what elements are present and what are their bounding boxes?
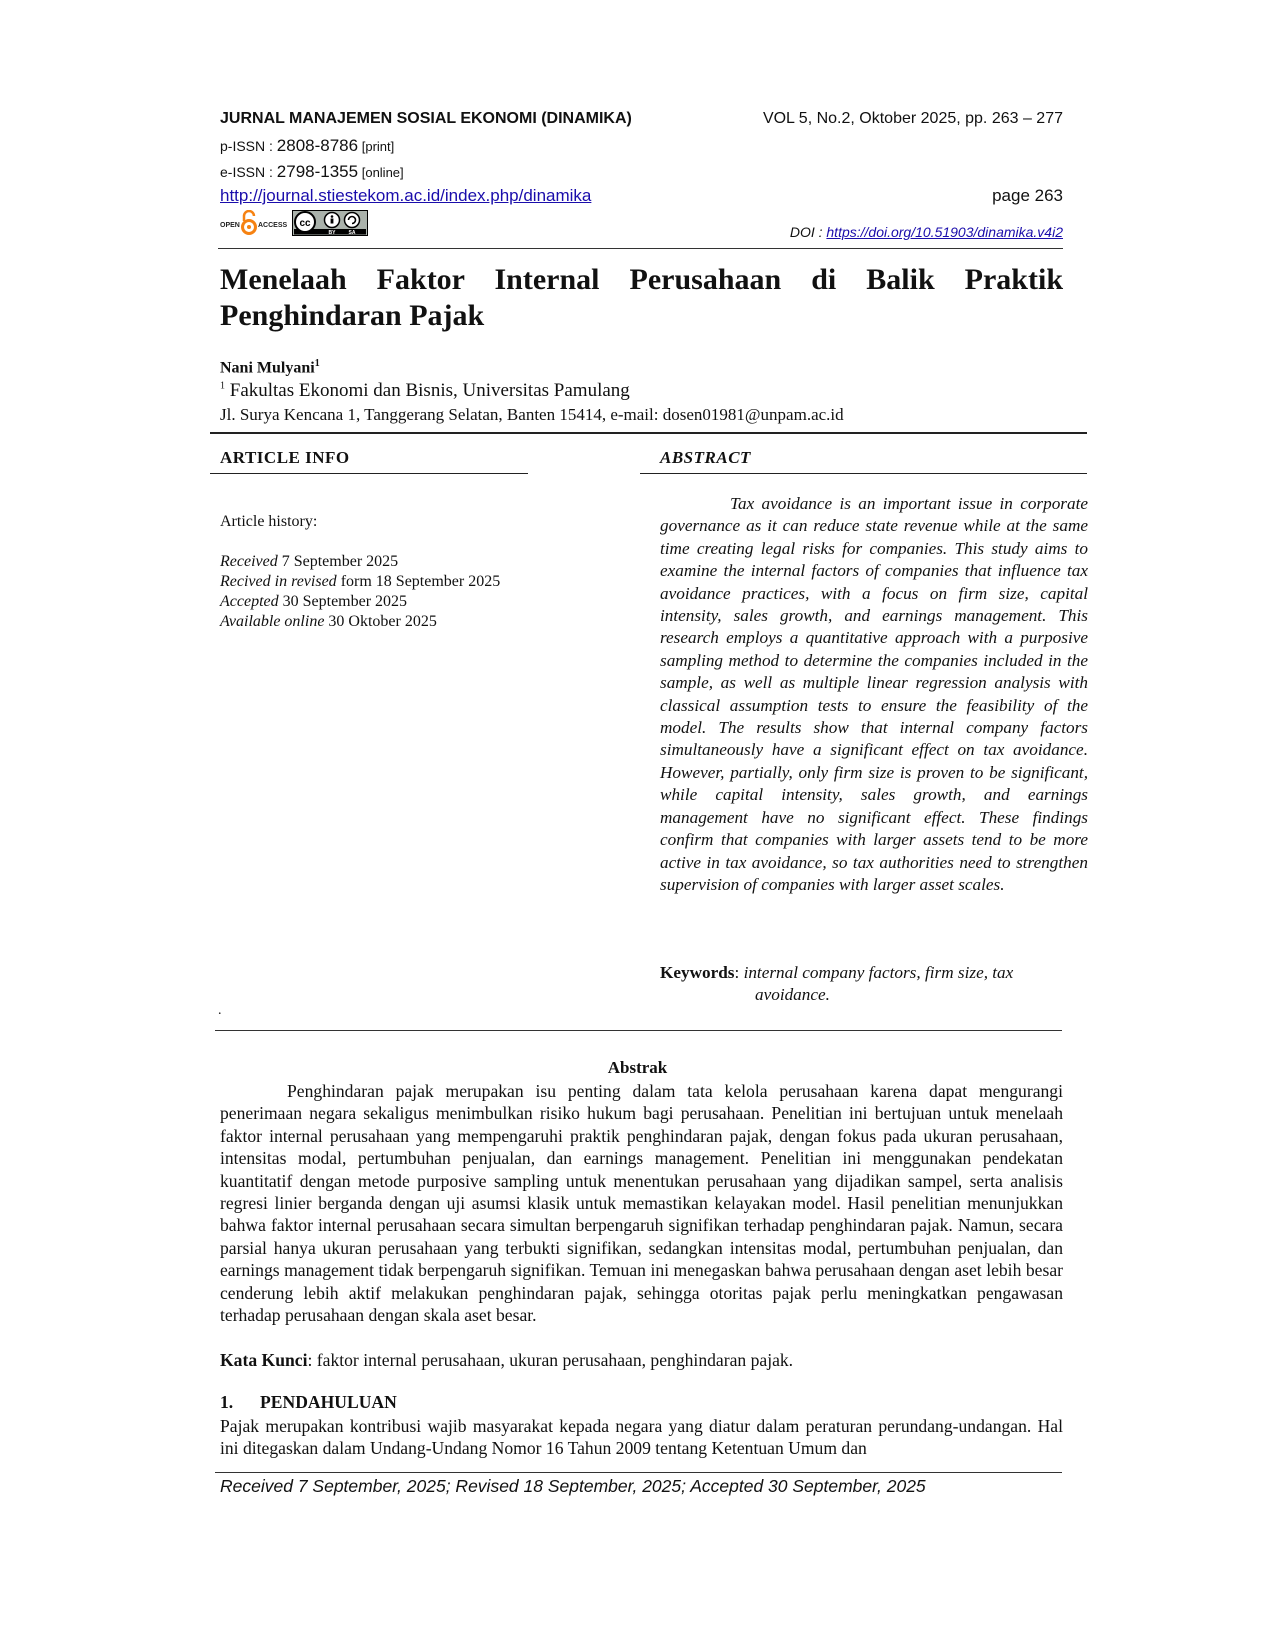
kata-kunci-label: Kata Kunci <box>220 1350 308 1370</box>
affiliation-text: Fakultas Ekonomi dan Bisnis, Universitas Pamulang <box>225 380 630 401</box>
history-online <box>220 613 437 631</box>
kata-kunci <box>220 1349 1063 1371</box>
open-access-badge <box>220 210 368 236</box>
kata-kunci-text: : faktor internal perusahaan, ukuran perusahaan, penghindaran pajak. <box>307 1350 794 1370</box>
section-title: PENDAHULUAN <box>260 1392 397 1412</box>
history-received <box>220 553 398 571</box>
author-name-text: Nani Mulyani <box>220 359 315 377</box>
cc-by-text: BY <box>328 230 336 236</box>
affiliation-superscript: 1 <box>220 380 225 392</box>
section-number: 1. <box>220 1392 234 1412</box>
doi-link[interactable]: https://doi.org/10.51903/dinamika.v4i2 <box>826 224 1063 240</box>
journal-url-link[interactable]: http://journal.stiestekom.ac.id/index.php/dinamika <box>220 186 592 205</box>
keywords-label: Keywords <box>660 963 735 982</box>
abstract-divider <box>640 473 1087 474</box>
history-label: Available online <box>220 613 325 630</box>
author-address: Jl. Surya Kencana 1, Tanggerang Selatan, Banten 15414, e-mail: dosen01981@unpam.ac.id <box>220 405 844 424</box>
history-value: 30 Oktober 2025 <box>324 613 437 630</box>
abstract-heading: ABSTRACT <box>660 448 751 467</box>
history-revised <box>220 573 500 591</box>
abstrak-body: Penghindaran pajak merupakan isu penting dalam tata kelola perusahaan karena dapat mengurangi penerimaan negara sekaligus menimbulkan risiko hukum bagi perusahaan. Penelitian ini bertujuan untuk menelaah faktor internal perusahaan yang mempengaruhi praktik penghindaran pajak, dengan fokus pada ukuran perusahaan, intensitas modal, pertumbuhan penjualan, dan earnings management. Penelitian ini menggunakan pendekatan kuantitatif dengan metode purposive sampling untuk menentukan perusahaan yang dijadikan sampel, serta analisis regresi linier berganda dengan uji asumsi klasik untuk memastikan kelayakan model. Hasil penelitian menunjukkan bahwa faktor internal perusahaan secara simultan berpengaruh signifikan terhadap penghindaran pajak. Namun, secara parsial hanya ukuran perusahaan yang terbukti signifikan, sedangkan intensitas modal, pertumbuhan penjualan, dan earnings management tidak berpengaruh signifikan. Temuan ini menegaskan bahwa perusahaan dengan aset lebih besar cenderung lebih aktif melakukan penghindaran pajak, sehingga otoritas pajak perlu meningkatkan pengawasan terhadap perusahaan dengan skala aset besar. <box>220 1081 1063 1326</box>
article-info-bottom-divider <box>215 1030 1062 1031</box>
page-number: page 263 <box>992 186 1063 205</box>
history-accepted <box>220 593 407 611</box>
pissn-label: p-ISSN : <box>220 138 277 154</box>
author-affiliation <box>220 380 630 402</box>
eissn-tag: [online] <box>358 165 404 180</box>
keywords-line-2: avoidance. <box>755 985 830 1005</box>
cc-sa-text: SA <box>348 230 356 236</box>
pissn <box>220 136 394 156</box>
header-divider <box>218 248 1063 249</box>
oa-open-text: OPEN <box>220 222 240 229</box>
section-body: Pajak merupakan kontribusi wajib masyarakat kepada negara yang diatur dalam peraturan perundang-undangan. Hal ini ditegaskan dalam Undang-Undang Nomor 16 Tahun 2009 tentang Ketentuan Umum dan <box>220 1416 1063 1459</box>
author-name <box>220 358 320 377</box>
affiliation-divider <box>210 432 1087 434</box>
pissn-number: 2808-8786 <box>276 136 359 155</box>
history-label: Received <box>220 553 278 570</box>
section-heading <box>220 1392 397 1413</box>
doi-label: DOI : <box>789 224 827 240</box>
history-label: Recived in revised <box>220 573 337 590</box>
history-value: form 18 September 2025 <box>336 573 501 590</box>
history-label: Accepted <box>220 593 279 610</box>
history-value: 7 September 2025 <box>277 553 399 570</box>
article-history-label: Article history: <box>220 513 318 530</box>
abstract-body: Tax avoidance is an important issue in corporate governance as it can reduce state revenue while at the same time creating legal risks for companies. This study aims to examine the internal factors of companies that influence tax avoidance practices, with a focus on firm size, capital intensity, sales growth, and earnings management. This research employs a quantitative approach with a purposive sampling method to determine the companies included in the sample, as well as multiple linear regression analysis with classical assumption tests to ensure the feasibility of the model. The results show that internal company factors simultaneously have a significant effect on tax avoidance. However, partially, only firm size is proven to be significant, while capital intensity, sales growth, and earnings management have no significant effect. These findings confirm that companies with larger assets tend to be more active in tax avoidance, so tax authorities need to strengthen supervision of companies with larger asset scales. <box>660 494 1088 894</box>
svg-text:cc: cc <box>299 218 311 229</box>
open-access-icon <box>220 210 292 236</box>
oa-access-text: ACCESS <box>258 222 288 229</box>
keywords: Keywords: internal company factors, firm size, tax avoidance. <box>660 962 1080 1007</box>
stray-period: . <box>218 1003 222 1018</box>
footer-dates: Received 7 September, 2025; Revised 18 September, 2025; Accepted 30 September, 2025 <box>220 1476 926 1496</box>
article-title: Menelaah Faktor Internal Perusahaan di Balik Praktik Penghindaran Pajak <box>220 263 1063 332</box>
cc-by-sa-icon <box>292 210 368 236</box>
eissn-label: e-ISSN : <box>220 164 277 180</box>
pissn-tag: [print] <box>358 139 395 154</box>
keywords-line-1: internal company factors, firm size, tax <box>743 963 1014 982</box>
footer-divider <box>215 1472 1062 1473</box>
journal-name: JURNAL MANAJEMEN SOSIAL EKONOMI (DINAMIKA) <box>220 110 632 127</box>
doi-line <box>790 224 1063 240</box>
abstrak-heading: Abstrak <box>607 1058 668 1077</box>
volume-info: VOL 5, No.2, Oktober 2025, pp. 263 – 277 <box>762 110 1063 127</box>
eissn <box>220 162 404 182</box>
history-value: 30 September 2025 <box>278 593 408 610</box>
eissn-number: 2798-1355 <box>276 162 359 181</box>
article-info-divider <box>210 473 528 474</box>
author-superscript: 1 <box>314 358 320 369</box>
article-info-heading: ARTICLE INFO <box>220 448 350 467</box>
